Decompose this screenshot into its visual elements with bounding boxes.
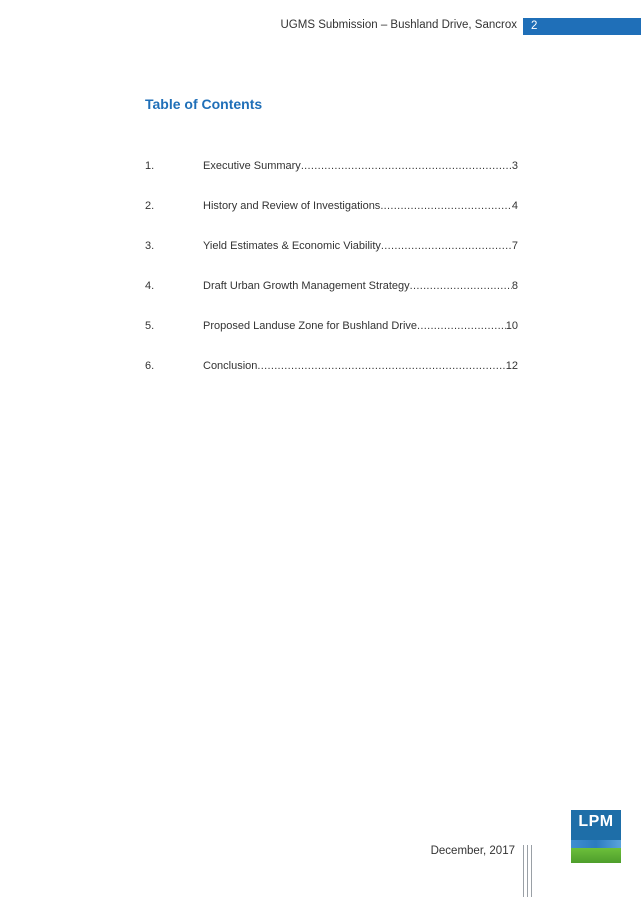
toc-entry-line <box>203 280 518 292</box>
toc-dot-leader <box>380 200 512 212</box>
toc-entry-page: 7 <box>511 240 518 252</box>
toc-entry-number: 5. <box>145 320 155 332</box>
toc-entry-line <box>203 320 518 332</box>
toc-entry-number: 3. <box>145 240 155 252</box>
toc-dot-leader <box>257 360 505 372</box>
toc-entry-line <box>203 360 518 372</box>
toc-entry[interactable] <box>145 360 518 400</box>
toc-entry-title[interactable]: Executive Summary <box>203 160 301 172</box>
footer-date: December, 2017 <box>430 845 515 857</box>
toc-entry[interactable] <box>145 280 518 320</box>
toc-entry-page: 8 <box>511 280 518 292</box>
toc-entry[interactable] <box>145 160 518 200</box>
lpm-logo <box>571 810 621 863</box>
logo-band <box>571 840 621 848</box>
toc-entry-title[interactable]: History and Review of Investigations <box>203 200 381 212</box>
toc-entry-number: 1. <box>145 160 155 172</box>
toc-dot-leader <box>410 280 512 292</box>
toc-entry-line <box>203 200 518 212</box>
toc-entry-line <box>203 240 518 252</box>
toc-entry-title[interactable]: Proposed Landuse Zone for Bushland Drive <box>203 320 418 332</box>
logo-text: LPM <box>578 813 614 830</box>
toc-entry[interactable] <box>145 200 518 240</box>
toc-entry-line <box>203 160 518 172</box>
toc-entry-page: 12 <box>505 360 518 372</box>
toc-list <box>145 160 518 400</box>
toc-heading: Table of Contents <box>145 96 263 112</box>
toc-entry[interactable] <box>145 320 518 360</box>
toc-entry-title[interactable]: Yield Estimates & Economic Viability <box>203 240 381 252</box>
toc-entry-number: 6. <box>145 360 155 372</box>
footer-divider-lines <box>523 845 532 897</box>
toc-entry-page: 3 <box>511 160 518 172</box>
toc-dot-leader <box>301 160 512 172</box>
toc-entry-title[interactable]: Draft Urban Growth Management Strategy <box>203 280 410 292</box>
logo-green-field <box>571 848 621 863</box>
toc-entry-number: 4. <box>145 280 155 292</box>
toc-dot-leader <box>417 320 506 332</box>
page-number-badge: 2 <box>523 18 641 35</box>
toc-entry[interactable] <box>145 240 518 280</box>
toc-entry-title[interactable]: Conclusion <box>203 360 258 372</box>
toc-entry-page: 4 <box>511 200 518 212</box>
header-title: UGMS Submission – Bushland Drive, Sancrox <box>280 19 517 31</box>
toc-entry-page: 10 <box>505 320 518 332</box>
toc-dot-leader <box>381 240 512 252</box>
toc-entry-number: 2. <box>145 200 155 212</box>
